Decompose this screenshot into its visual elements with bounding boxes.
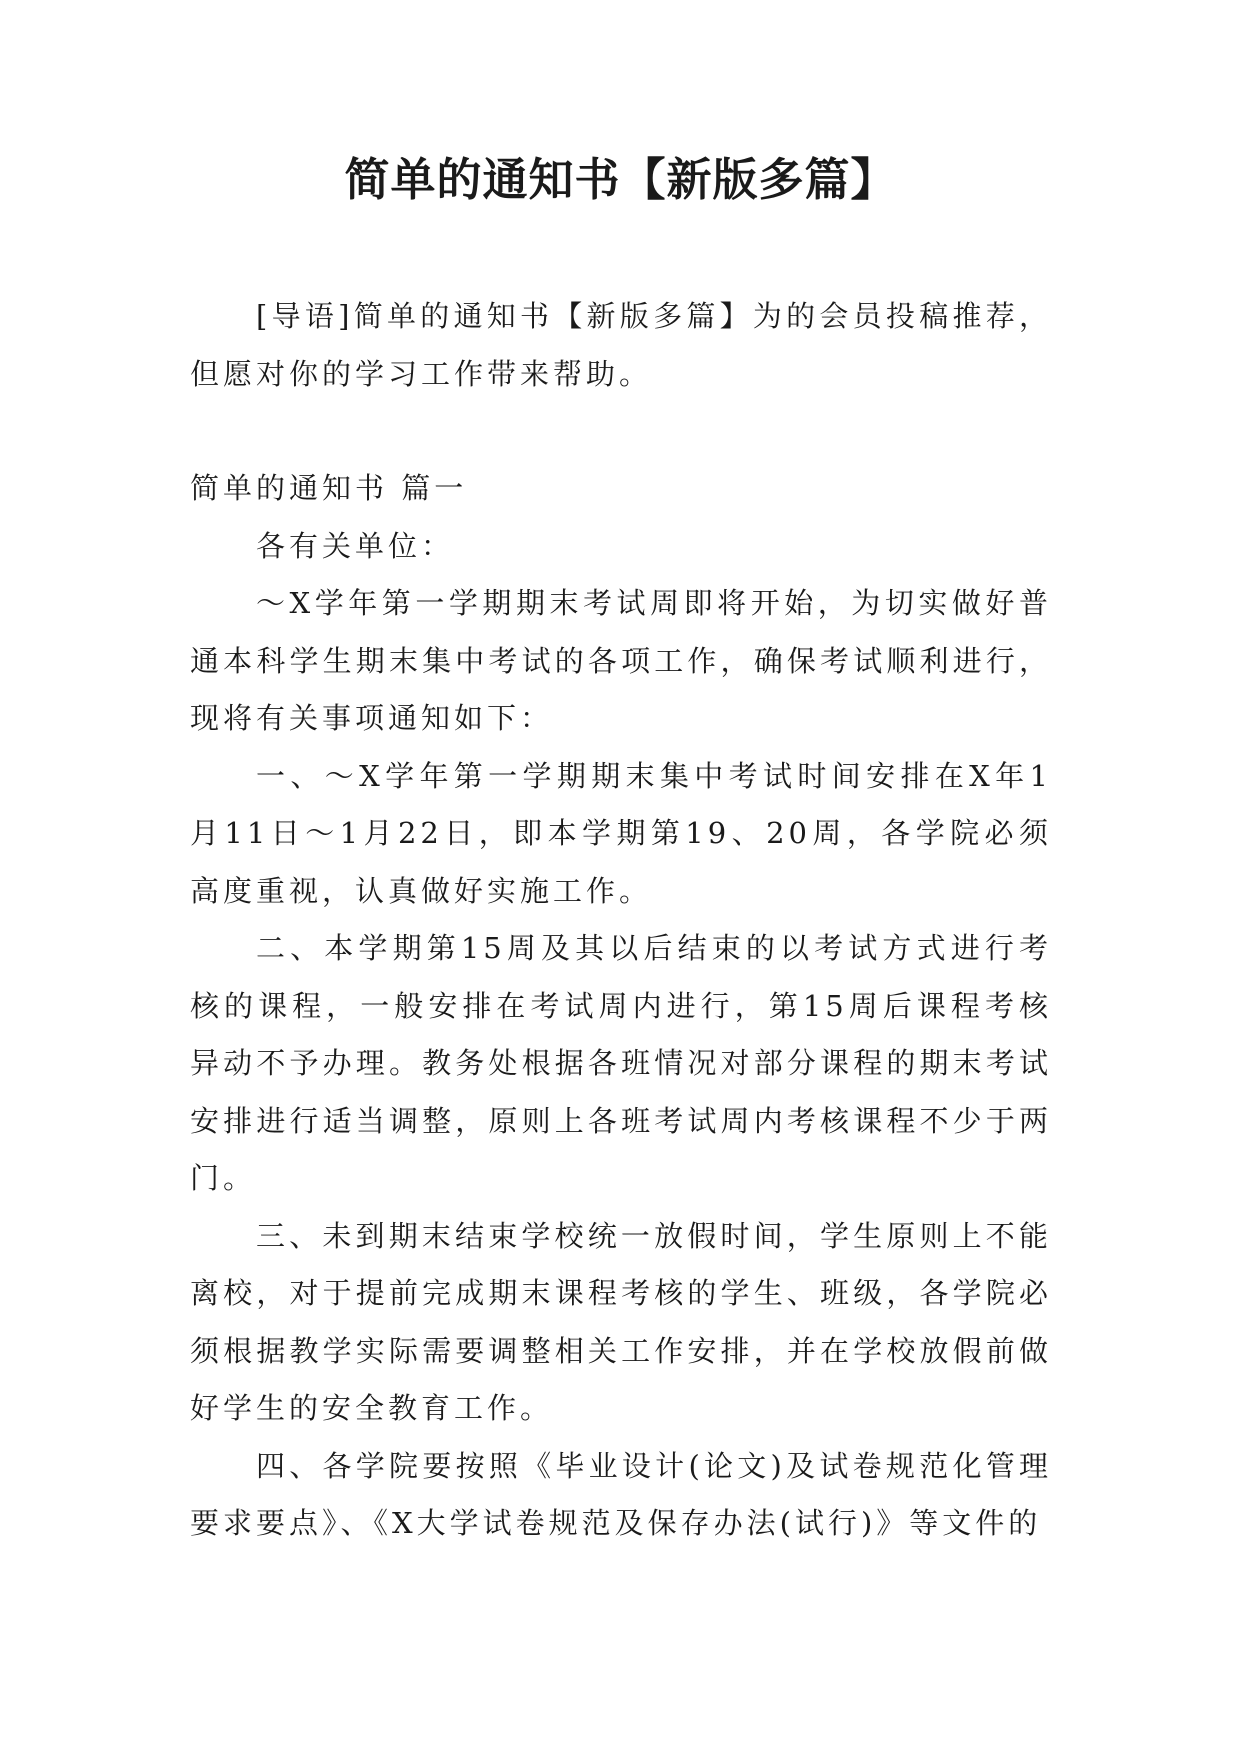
section-heading: 简单的通知书 篇一	[190, 471, 468, 505]
paragraph-item-2: 二、本学期第15周及其以后结束的以考试方式进行考核的课程，一般安排在考试周内进行，第15周后课程考核异动不予办理。教务处根据各班情况对部分课程的期末考试安排进行适当调整，原则上各班考试周内考核课程不少于两门。	[190, 931, 1052, 1195]
intro-block	[190, 288, 1052, 403]
paragraph-opening: ～X学年第一学期期末考试周即将开始，为切实做好普通本科学生期末集中考试的各项工作，确保考试顺利进行，现将有关事项通知如下：	[190, 586, 1052, 735]
paragraph-item-4: 四、各学院要按照《毕业设计(论文)及试卷规范化管理要求要点》、《X大学试卷规范及保存办法(试行)》等文件的	[190, 1448, 1052, 1540]
paragraph-item-1: 一、～X学年第一学期期末集中考试时间安排在X年1月11日～1月22日，即本学期第19、20周，各学院必须高度重视，认真做好实施工作。	[190, 758, 1052, 908]
paragraph-item-3: 三、未到期末结束学校统一放假时间，学生原则上不能离校，对于提前完成期末课程考核的学生、班级，各学院必须根据教学实际需要调整相关工作安排，并在学校放假前做好学生的安全教育工作。	[190, 1218, 1052, 1425]
paragraph-salutation: 各有关单位：	[256, 528, 455, 563]
main-content	[190, 460, 1052, 1553]
intro-paragraph: [导语]简单的通知书【新版多篇】为的会员投稿推荐，但愿对你的学习工作带来帮助。	[190, 299, 1052, 391]
document-title: 简单的通知书【新版多篇】	[344, 153, 897, 206]
